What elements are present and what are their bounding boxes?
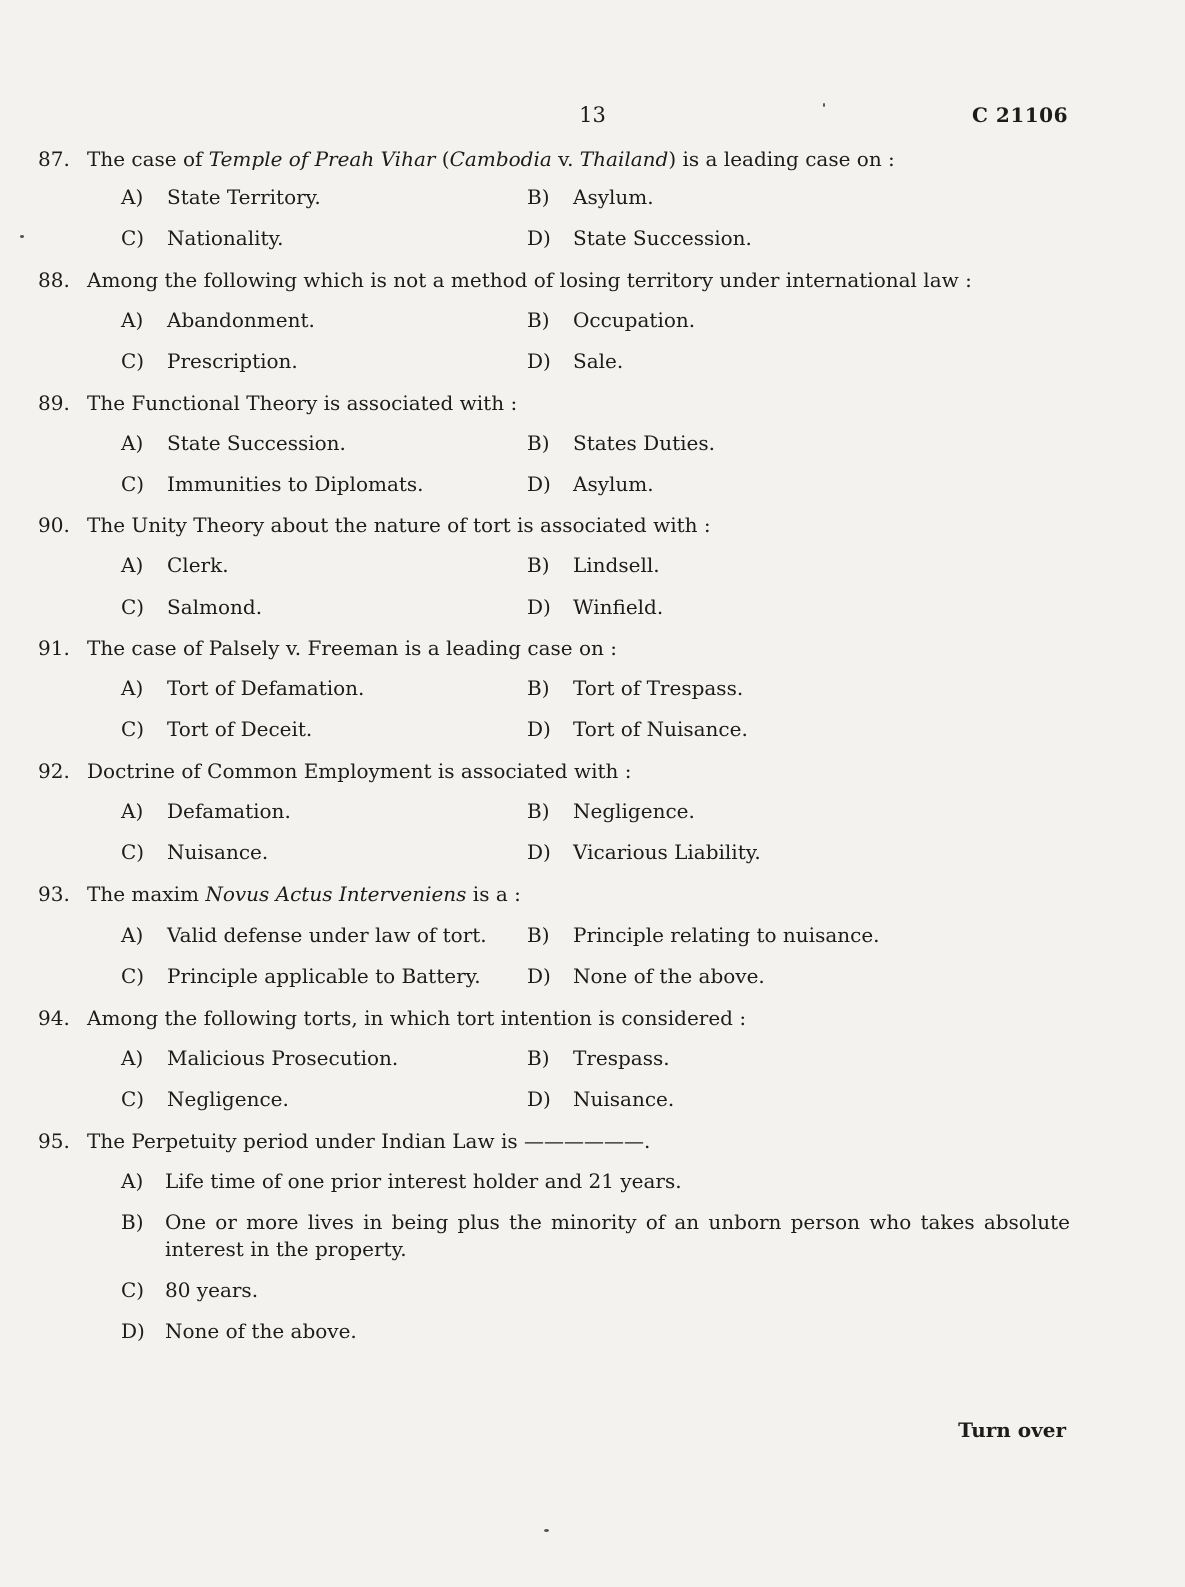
option-c xyxy=(121,716,312,742)
option-d xyxy=(527,594,663,620)
question-number: 94. xyxy=(38,1006,70,1030)
question-stem xyxy=(38,267,1070,293)
option-text: Abandonment. xyxy=(167,308,315,332)
stem-italic: Cambodia xyxy=(449,147,552,171)
option-letter: C) xyxy=(121,349,145,373)
option-d xyxy=(527,348,623,374)
question-95 xyxy=(38,1128,1070,1343)
option-a xyxy=(121,675,364,701)
question-88 xyxy=(38,267,1070,373)
stem-text: v. xyxy=(551,147,580,171)
question-number: 88. xyxy=(38,268,70,292)
option-text: 80 years. xyxy=(165,1278,259,1302)
question-stem xyxy=(38,635,1070,661)
question-stem xyxy=(38,146,1070,172)
page-number: 13 xyxy=(579,103,606,127)
option-letter: A) xyxy=(121,923,144,947)
option-b xyxy=(527,552,660,578)
question-stem xyxy=(38,512,1070,538)
question-93 xyxy=(38,881,1070,988)
option-letter: A) xyxy=(121,431,144,455)
option-letter: C) xyxy=(121,964,145,988)
option-text: Vicarious Liability. xyxy=(573,840,761,864)
option-text: States Duties. xyxy=(573,431,715,455)
option-letter: B) xyxy=(527,553,550,577)
stem-text: Among the following torts, in which tort intention is considered : xyxy=(87,1006,747,1030)
option-text: Principle relating to nuisance. xyxy=(573,923,880,947)
stem-text: The Perpetuity period under Indian Law is ——————. xyxy=(87,1129,651,1153)
stem-italic: Novus Actus Interveniens xyxy=(205,882,467,906)
stem-text: The Unity Theory about the nature of tort is associated with : xyxy=(87,513,711,537)
question-90 xyxy=(38,512,1070,619)
option-letter: B) xyxy=(527,1046,550,1070)
option-c xyxy=(121,471,424,497)
option-letter: A) xyxy=(121,799,144,823)
option-b xyxy=(527,675,743,701)
option-text: Lindsell. xyxy=(573,553,660,577)
option-a xyxy=(121,307,315,333)
option-d xyxy=(527,839,761,865)
option-text: Winfield. xyxy=(573,595,664,619)
option-text: Negligence. xyxy=(167,1087,289,1111)
stem-text: ) is a leading case on : xyxy=(668,147,895,171)
question-91 xyxy=(38,635,1070,741)
scan-speck xyxy=(823,103,825,107)
question-stem xyxy=(38,881,1070,907)
option-text: Tort of Nuisance. xyxy=(573,717,748,741)
option-text: Negligence. xyxy=(573,799,695,823)
stem-text: The maxim xyxy=(87,882,206,906)
stem-text: The case of Palsely v. Freeman is a leading case on : xyxy=(87,636,617,660)
option-a xyxy=(121,430,346,456)
option-a xyxy=(121,552,229,578)
stem-italic: Thailand xyxy=(579,147,669,171)
option-letter: D) xyxy=(527,1087,551,1111)
option-text: Valid defense under law of tort. xyxy=(167,923,487,947)
question-number: 93. xyxy=(38,882,70,906)
question-89 xyxy=(38,390,1070,496)
option-a xyxy=(121,184,321,210)
option-letter: C) xyxy=(121,1087,145,1111)
option-letter: C) xyxy=(121,717,145,741)
question-number: 92. xyxy=(38,759,70,783)
option-c xyxy=(121,225,284,251)
option-letter: C) xyxy=(121,1278,145,1302)
option-text: State Succession. xyxy=(573,226,752,250)
option-text: Tort of Deceit. xyxy=(167,717,313,741)
stem-text: The case of xyxy=(87,147,209,171)
option-letter: A) xyxy=(121,553,144,577)
option-letter: D) xyxy=(527,840,551,864)
option-text: Tort of Trespass. xyxy=(573,676,744,700)
option-letter: B) xyxy=(527,923,550,947)
option-c xyxy=(121,839,268,865)
option-letter: D) xyxy=(527,964,551,988)
stem-text: Among the following which is not a method of losing territory under international law : xyxy=(87,268,972,292)
option-letter: C) xyxy=(121,840,145,864)
question-87 xyxy=(38,146,1070,250)
question-92 xyxy=(38,758,1070,864)
option-text: Sale. xyxy=(573,349,624,373)
option-letter: D) xyxy=(527,595,551,619)
option-text: Prescription. xyxy=(167,349,298,373)
turn-over-label: Turn over xyxy=(958,1418,1066,1442)
option-c xyxy=(121,348,298,374)
stem-text: is a : xyxy=(466,882,521,906)
option-d xyxy=(527,225,752,251)
scan-speck xyxy=(20,235,24,238)
stem-text: ( xyxy=(435,147,450,171)
option-text: Trespass. xyxy=(573,1046,670,1070)
option-text: Nuisance. xyxy=(167,840,269,864)
option-b xyxy=(527,922,880,948)
option-letter: A) xyxy=(121,676,144,700)
option-d xyxy=(121,1318,1070,1345)
option-letter: A) xyxy=(121,1169,144,1193)
question-number: 89. xyxy=(38,391,70,415)
option-text: Principle applicable to Battery. xyxy=(167,964,481,988)
option-letter: B) xyxy=(121,1210,144,1234)
option-text: Malicious Prosecution. xyxy=(167,1046,399,1070)
scan-speck xyxy=(544,1529,549,1532)
option-a xyxy=(121,798,291,824)
question-stem xyxy=(38,758,1070,784)
option-letter: A) xyxy=(121,185,144,209)
option-letter: A) xyxy=(121,308,144,332)
option-text: Immunities to Diplomats. xyxy=(167,472,424,496)
question-number: 90. xyxy=(38,513,70,537)
option-text: Occupation. xyxy=(573,308,696,332)
option-letter: C) xyxy=(121,595,145,619)
option-letter: B) xyxy=(527,431,550,455)
stem-italic: Temple of Preah Vihar xyxy=(208,147,436,171)
option-b xyxy=(527,307,695,333)
option-letter: B) xyxy=(527,185,550,209)
option-c xyxy=(121,594,262,620)
option-text: Life time of one prior interest holder and 21 years. xyxy=(165,1169,682,1193)
option-text: None of the above. xyxy=(165,1319,357,1343)
option-c xyxy=(121,1086,289,1112)
option-letter: B) xyxy=(527,676,550,700)
option-d xyxy=(527,1086,674,1112)
option-letter: D) xyxy=(527,717,551,741)
option-text: None of the above. xyxy=(573,964,765,988)
option-text: Asylum. xyxy=(573,472,654,496)
option-a xyxy=(121,1045,398,1071)
question-stem xyxy=(38,1128,1070,1154)
option-text: Tort of Defamation. xyxy=(167,676,365,700)
option-b xyxy=(527,184,654,210)
option-text: State Territory. xyxy=(167,185,321,209)
option-letter: B) xyxy=(527,308,550,332)
option-text: Nationality. xyxy=(167,226,284,250)
option-text: Clerk. xyxy=(167,553,229,577)
question-94 xyxy=(38,1005,1070,1111)
option-letter: D) xyxy=(121,1319,145,1343)
option-text: State Succession. xyxy=(167,431,346,455)
stem-text: The Functional Theory is associated with : xyxy=(87,391,518,415)
option-text: One or more lives in being plus the minority of an unborn person who takes absolute interest in the property. xyxy=(165,1210,1070,1261)
question-number: 95. xyxy=(38,1129,70,1153)
option-d xyxy=(527,716,748,742)
question-number: 87. xyxy=(38,147,70,171)
option-text: Asylum. xyxy=(573,185,654,209)
option-c xyxy=(121,963,481,989)
option-letter: C) xyxy=(121,472,145,496)
question-stem xyxy=(38,390,1070,416)
option-a xyxy=(121,1168,1070,1195)
option-letter: D) xyxy=(527,349,551,373)
option-text: Nuisance. xyxy=(573,1087,675,1111)
question-stem xyxy=(38,1005,1070,1031)
option-d xyxy=(527,471,654,497)
option-d xyxy=(527,963,765,989)
option-b xyxy=(121,1209,1070,1263)
option-text: Defamation. xyxy=(167,799,291,823)
stem-text: Doctrine of Common Employment is associated with : xyxy=(87,759,632,783)
option-letter: C) xyxy=(121,226,145,250)
option-c xyxy=(121,1277,1070,1304)
option-b xyxy=(527,430,715,456)
option-a xyxy=(121,922,487,948)
page-code: C 21106 xyxy=(972,103,1068,127)
option-letter: A) xyxy=(121,1046,144,1070)
option-letter: D) xyxy=(527,472,551,496)
option-text: Salmond. xyxy=(167,595,263,619)
option-b xyxy=(527,1045,670,1071)
option-letter: D) xyxy=(527,226,551,250)
option-b xyxy=(527,798,695,824)
option-letter: B) xyxy=(527,799,550,823)
question-number: 91. xyxy=(38,636,70,660)
